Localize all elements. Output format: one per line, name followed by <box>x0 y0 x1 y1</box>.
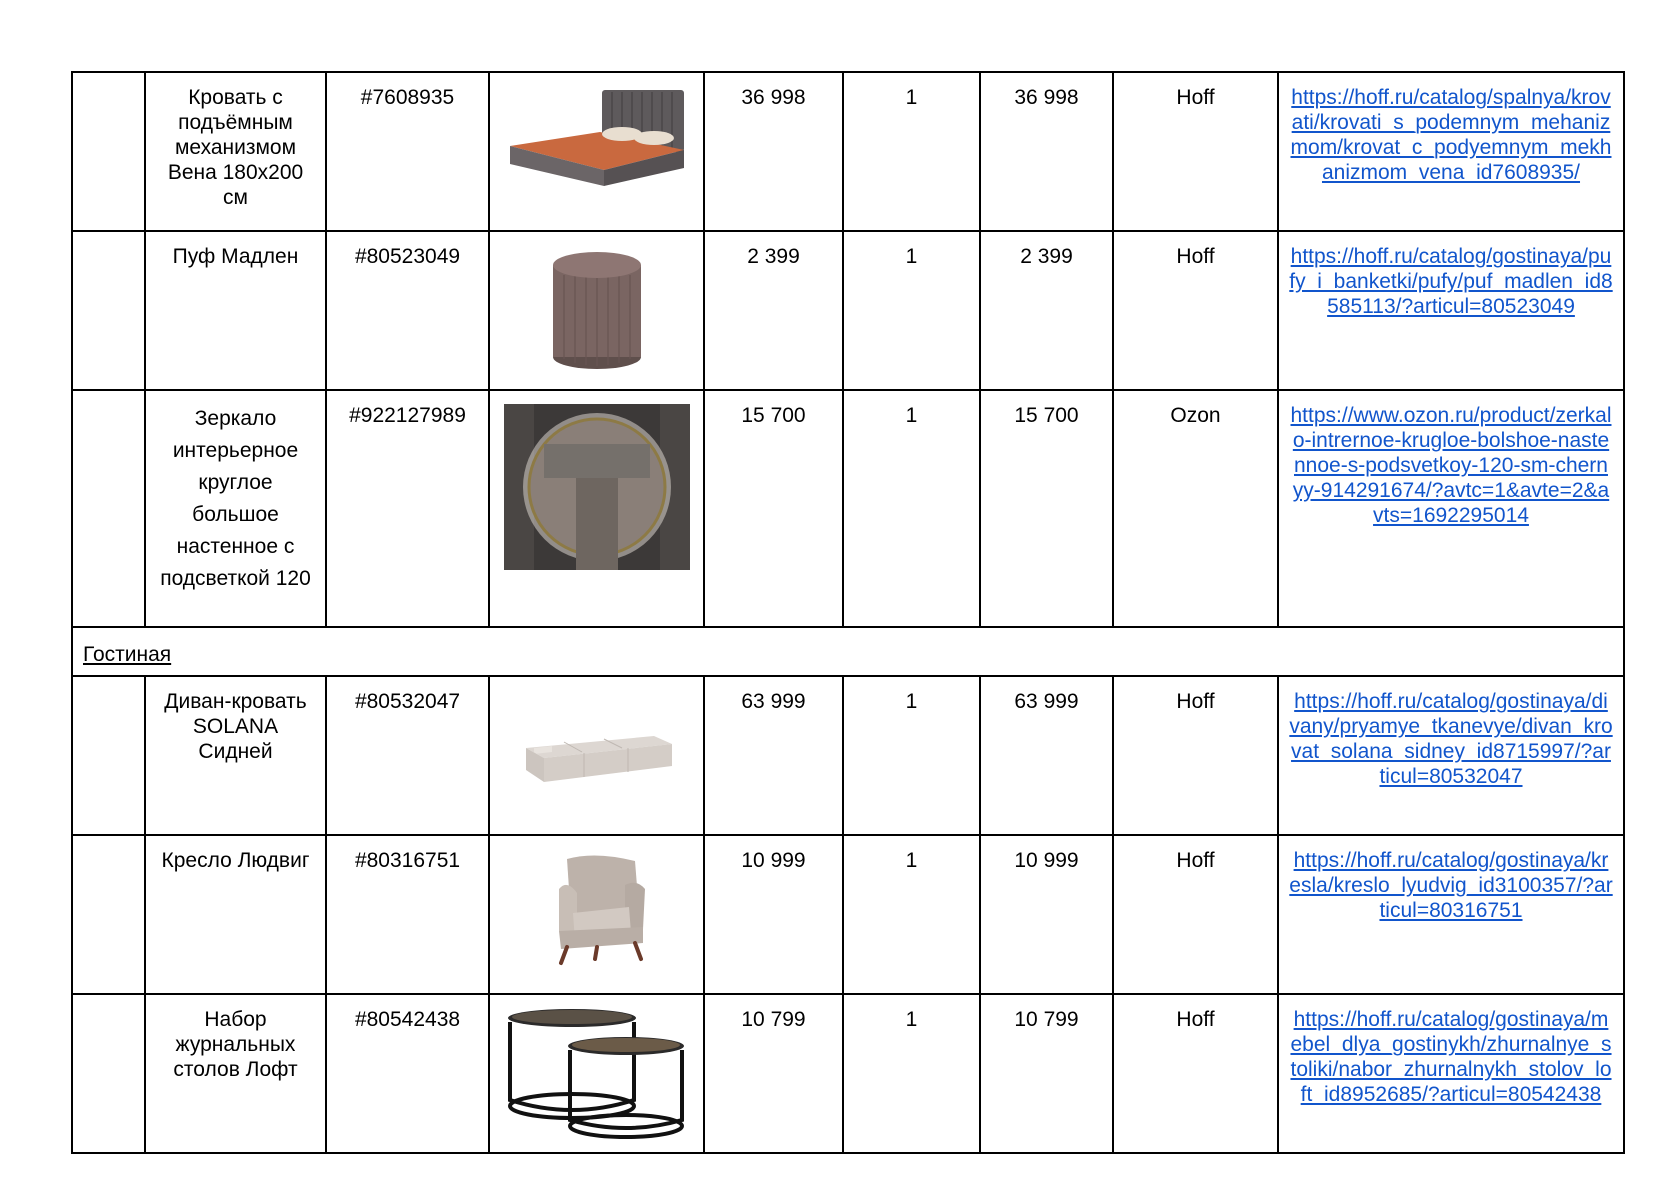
section-row <box>72 627 1624 676</box>
table-row <box>72 676 1624 835</box>
item-code: #80532047 <box>326 676 489 835</box>
index-cell <box>72 676 145 835</box>
item-name: Пуф Мадлен <box>145 231 326 390</box>
item-link[interactable]: https://hoff.ru/catalog/gostinaya/divany/pryamye_tkanevye/divan_krovat_solana_sidney_id8715997/?articul=80532047 <box>1289 690 1613 788</box>
item-qty: 1 <box>843 72 980 231</box>
item-image-cell <box>489 72 704 231</box>
item-image-cell <box>489 994 704 1153</box>
item-qty: 1 <box>843 835 980 994</box>
item-link-cell <box>1278 72 1624 231</box>
item-name: Набор журнальных столов Лофт <box>145 994 326 1153</box>
coffee-tables-icon <box>502 1008 692 1142</box>
table-row <box>72 72 1624 231</box>
index-cell <box>72 835 145 994</box>
item-price: 36 998 <box>704 72 843 231</box>
furniture-table <box>71 71 1625 1154</box>
section-title: Гостиная <box>83 643 172 666</box>
item-link[interactable]: https://hoff.ru/catalog/gostinaya/kresla/kreslo_lyudvig_id3100357/?articul=80316751 <box>1289 849 1613 922</box>
table-row <box>72 390 1624 627</box>
item-qty: 1 <box>843 994 980 1153</box>
pouf-icon <box>542 245 652 373</box>
item-link-cell <box>1278 231 1624 390</box>
item-shop: Hoff <box>1113 994 1278 1153</box>
item-code: #7608935 <box>326 72 489 231</box>
item-total: 15 700 <box>980 390 1113 627</box>
item-link[interactable]: https://hoff.ru/catalog/gostinaya/mebel_dlya_gostinykh/zhurnalnye_stoliki/nabor_zhurnalnykh_stolov_loft_id8952685/?articul=80542438 <box>1290 1008 1612 1106</box>
sofa-icon <box>504 690 690 800</box>
item-qty: 1 <box>843 390 980 627</box>
item-image-cell <box>489 676 704 835</box>
item-code: #80523049 <box>326 231 489 390</box>
armchair-icon <box>537 849 657 969</box>
table-row <box>72 231 1624 390</box>
item-price: 63 999 <box>704 676 843 835</box>
item-image-cell <box>489 835 704 994</box>
item-shop: Hoff <box>1113 231 1278 390</box>
item-total: 63 999 <box>980 676 1113 835</box>
item-price: 10 999 <box>704 835 843 994</box>
item-link-cell <box>1278 994 1624 1153</box>
item-name: Кресло Людвиг <box>145 835 326 994</box>
item-qty: 1 <box>843 231 980 390</box>
item-image-cell <box>489 390 704 627</box>
item-code: #80542438 <box>326 994 489 1153</box>
bed-icon <box>504 86 690 196</box>
item-total: 36 998 <box>980 72 1113 231</box>
item-price: 10 799 <box>704 994 843 1153</box>
round-mirror-icon <box>504 404 690 570</box>
index-cell <box>72 390 145 627</box>
item-total: 2 399 <box>980 231 1113 390</box>
item-link[interactable]: https://hoff.ru/catalog/spalnya/krovati/krovati_s_podemnym_mehanizmom/krovat_c_podyemnym_mekhanizmom_vena_id7608935/ <box>1290 86 1612 184</box>
item-shop: Hoff <box>1113 72 1278 231</box>
item-total: 10 799 <box>980 994 1113 1153</box>
table-row <box>72 835 1624 994</box>
item-shop: Ozon <box>1113 390 1278 627</box>
item-link[interactable]: https://www.ozon.ru/product/zerkalo-intrernoe-krugloe-bolshoe-nastennoe-s-podsvetkoy-120-sm-chernyy-914291674/?avtc=1&avte=2&avts=1692295014 <box>1290 404 1612 527</box>
item-shop: Hoff <box>1113 676 1278 835</box>
item-price: 2 399 <box>704 231 843 390</box>
item-name: Зеркало интерьерное круглое большое настенное с подсветкой 120 <box>145 390 326 627</box>
item-code: #80316751 <box>326 835 489 994</box>
table-row <box>72 994 1624 1153</box>
item-image-cell <box>489 231 704 390</box>
item-code: #922127989 <box>326 390 489 627</box>
item-link-cell <box>1278 835 1624 994</box>
index-cell <box>72 72 145 231</box>
item-link[interactable]: https://hoff.ru/catalog/gostinaya/pufy_i_banketki/pufy/puf_madlen_id8585113/?articul=80523049 <box>1289 245 1613 318</box>
index-cell <box>72 231 145 390</box>
index-cell <box>72 994 145 1153</box>
item-total: 10 999 <box>980 835 1113 994</box>
section-title-cell <box>72 627 1624 676</box>
item-name: Диван-кровать SOLANA Сидней <box>145 676 326 835</box>
item-name: Кровать с подъёмным механизмом Вена 180х200 см <box>145 72 326 231</box>
item-shop: Hoff <box>1113 835 1278 994</box>
item-price: 15 700 <box>704 390 843 627</box>
item-qty: 1 <box>843 676 980 835</box>
item-link-cell <box>1278 390 1624 627</box>
item-link-cell <box>1278 676 1624 835</box>
